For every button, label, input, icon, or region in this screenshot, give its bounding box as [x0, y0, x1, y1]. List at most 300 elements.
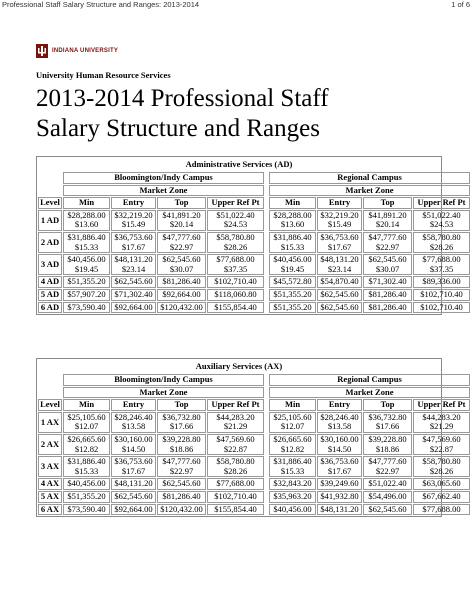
print-header-title: Professional Staff Salary Structure and Ranges: 2013-2014: [2, 0, 200, 9]
annual-salary: $36,732.80: [368, 411, 407, 422]
table-row: [38, 232, 470, 253]
salary-cell: [363, 434, 412, 455]
annual-salary: $26,665.60: [273, 433, 312, 444]
salary-cell: [317, 504, 362, 516]
annual-salary: $81,286.40: [368, 288, 407, 299]
salary-cell: [207, 434, 264, 455]
column-header: Min: [63, 197, 110, 209]
campus-header-bloomington: Bloomington/Indy Campus: [63, 374, 264, 386]
annual-salary: $81,286.40: [162, 276, 201, 287]
annual-salary: $35,963.20: [273, 490, 312, 501]
annual-salary: $73,590.40: [67, 301, 106, 312]
hourly-rate: $15.49: [327, 219, 352, 230]
salary-cell: [157, 504, 206, 516]
salary-cell: [269, 210, 316, 231]
annual-salary: $58,780.80: [422, 456, 461, 467]
column-header: Level: [38, 197, 62, 209]
hourly-rate: $22.97: [375, 241, 400, 252]
annual-salary: $40,456.00: [273, 254, 312, 265]
market-zone-header: Market Zone: [63, 185, 264, 197]
salary-cell: [157, 456, 206, 477]
salary-cell: [317, 491, 362, 503]
salary-cell: [363, 491, 412, 503]
annual-salary: $28,288.00: [273, 209, 312, 220]
level-cell: 2 AX: [38, 434, 62, 455]
annual-salary: $155,854.40: [214, 503, 257, 514]
hourly-rate: $17.67: [121, 465, 146, 476]
annual-salary: $40,456.00: [67, 478, 106, 489]
annual-salary: $51,355.20: [273, 288, 312, 299]
annual-salary: $62,545.60: [320, 288, 359, 299]
annual-salary: $41,891.20: [162, 209, 201, 220]
salary-cell: [269, 456, 316, 477]
annual-salary: $51,022.40: [368, 478, 407, 489]
annual-salary: $51,022.40: [422, 209, 461, 220]
salary-cell: [157, 478, 206, 490]
hourly-rate: $18.86: [375, 443, 400, 454]
salary-cell: [63, 504, 110, 516]
hourly-rate: $28.26: [223, 465, 248, 476]
salary-cell: [63, 412, 110, 433]
hourly-rate: $14.50: [121, 443, 146, 454]
annual-salary: $63,065.60: [422, 478, 461, 489]
salary-cell: [207, 412, 264, 433]
salary-cell: [111, 434, 156, 455]
salary-cell: [363, 254, 412, 275]
annual-salary: $31,886.40: [273, 231, 312, 242]
salary-cell: [207, 289, 264, 301]
market-zone-header: Market Zone: [63, 387, 264, 399]
campus-header-regional: Regional Campus: [269, 374, 470, 386]
salary-cell: [157, 289, 206, 301]
salary-cell: [157, 254, 206, 275]
salary-cell: [413, 434, 470, 455]
annual-salary: $41,932.80: [320, 490, 359, 501]
hourly-rate: $13.60: [74, 219, 99, 230]
market-zone-header: Market Zone: [269, 387, 470, 399]
salary-cell: [111, 456, 156, 477]
salary-cell: [413, 210, 470, 231]
hourly-rate: $13.58: [327, 421, 352, 432]
salary-cell: [269, 232, 316, 253]
iu-trident-icon: [36, 44, 48, 58]
salary-cell: [207, 254, 264, 275]
annual-salary: $48,131.20: [320, 254, 359, 265]
hourly-rate: $22.87: [223, 443, 248, 454]
hourly-rate: $17.67: [121, 241, 146, 252]
salary-cell: [317, 456, 362, 477]
salary-cell: [413, 491, 470, 503]
salary-cell: [269, 434, 316, 455]
hourly-rate: $22.87: [429, 443, 454, 454]
salary-cell: [111, 478, 156, 490]
annual-salary: $32,843.20: [273, 478, 312, 489]
campus-header-regional: Regional Campus: [269, 172, 470, 184]
annual-salary: $118,060.80: [214, 288, 257, 299]
salary-cell: [207, 491, 264, 503]
annual-salary: $62,545.60: [114, 490, 153, 501]
salary-cell: [269, 302, 316, 314]
column-header: Upper Ref Pt: [207, 399, 264, 411]
salary-cell: [413, 302, 470, 314]
browser-print-header: [0, 0, 474, 10]
table-row: [38, 478, 470, 490]
annual-salary: $47,569.60: [216, 433, 255, 444]
annual-salary: $39,228.80: [368, 433, 407, 444]
salary-cell: [157, 276, 206, 288]
hourly-rate: $30.07: [375, 263, 400, 274]
column-header: Level: [38, 399, 62, 411]
annual-salary: $36,732.80: [162, 411, 201, 422]
salary-cell: [157, 210, 206, 231]
hourly-rate: $14.50: [327, 443, 352, 454]
salary-cell: [317, 434, 362, 455]
table-row: [38, 412, 470, 433]
annual-salary: $77,688.00: [422, 254, 461, 265]
salary-cell: [363, 504, 412, 516]
logo-text: INDIANA UNIVERSITY: [52, 48, 119, 54]
annual-salary: $102,710.40: [214, 490, 257, 501]
hourly-rate: $17.66: [375, 421, 400, 432]
salary-cell: [63, 302, 110, 314]
salary-cell: [317, 276, 362, 288]
salary-cell: [63, 478, 110, 490]
table-row: [38, 491, 470, 503]
table-caption: Auxiliary Services (AX): [195, 361, 283, 371]
column-header: Min: [269, 399, 316, 411]
salary-cell: [413, 232, 470, 253]
annual-salary: $36,753.60: [320, 456, 359, 467]
column-header: Top: [157, 197, 206, 209]
auxiliary-services-table: [36, 358, 466, 517]
salary-cell: [269, 412, 316, 433]
salary-cell: [317, 254, 362, 275]
annual-salary: $54,496.00: [368, 490, 407, 501]
salary-cell: [63, 491, 110, 503]
salary-cell: [207, 504, 264, 516]
page-title: [36, 84, 329, 144]
annual-salary: $32,219.20: [114, 209, 153, 220]
annual-salary: $47,569.60: [422, 433, 461, 444]
hourly-rate: $15.33: [74, 465, 99, 476]
annual-salary: $89,336.00: [422, 276, 461, 287]
annual-salary: $25,105.60: [67, 411, 106, 422]
salary-cell: [363, 210, 412, 231]
annual-salary: $39,249.60: [320, 478, 359, 489]
annual-salary: $28,288.00: [67, 209, 106, 220]
annual-salary: $47,777.60: [368, 456, 407, 467]
salary-cell: [413, 504, 470, 516]
hourly-rate: $12.07: [74, 421, 99, 432]
salary-cell: [207, 232, 264, 253]
annual-salary: $31,886.40: [67, 231, 106, 242]
salary-cell: [413, 412, 470, 433]
annual-salary: $25,105.60: [273, 411, 312, 422]
salary-cell: [413, 276, 470, 288]
hourly-rate: $28.26: [429, 241, 454, 252]
salary-cell: [413, 456, 470, 477]
hourly-rate: $28.26: [429, 465, 454, 476]
annual-salary: $45,572.80: [273, 276, 312, 287]
annual-salary: $48,131.20: [114, 478, 153, 489]
annual-salary: $120,432.00: [160, 301, 203, 312]
column-header: Upper Ref Pt: [413, 399, 470, 411]
salary-cell: [63, 456, 110, 477]
annual-salary: $81,286.40: [162, 490, 201, 501]
hourly-rate: $28.26: [223, 241, 248, 252]
salary-table: [37, 373, 471, 516]
annual-salary: $31,886.40: [273, 456, 312, 467]
annual-salary: $62,545.60: [320, 301, 359, 312]
table-row: [38, 434, 470, 455]
salary-cell: [363, 478, 412, 490]
annual-salary: $77,688.00: [216, 254, 255, 265]
campus-header-bloomington: Bloomington/Indy Campus: [63, 172, 264, 184]
annual-salary: $36,753.60: [114, 456, 153, 467]
table-row: [38, 254, 470, 275]
level-cell: 3 AX: [38, 456, 62, 477]
salary-cell: [207, 302, 264, 314]
column-header: Top: [363, 399, 412, 411]
annual-salary: $47,777.60: [368, 231, 407, 242]
annual-salary: $92,664.00: [114, 503, 153, 514]
annual-salary: $51,355.20: [273, 301, 312, 312]
hourly-rate: $21.29: [429, 421, 454, 432]
annual-salary: $71,302.40: [114, 288, 153, 299]
annual-salary: $44,283.20: [422, 411, 461, 422]
admin-services-table: [36, 156, 466, 315]
column-header: Top: [363, 197, 412, 209]
title-line-1: 2013-2014 Professional Staff: [36, 85, 329, 112]
annual-salary: $67,662.40: [422, 490, 461, 501]
salary-cell: [269, 276, 316, 288]
annual-salary: $47,777.60: [162, 456, 201, 467]
salary-cell: [111, 289, 156, 301]
salary-cell: [413, 478, 470, 490]
salary-cell: [363, 456, 412, 477]
annual-salary: $155,854.40: [214, 301, 257, 312]
hourly-rate: $37.35: [223, 263, 248, 274]
hourly-rate: $15.33: [280, 241, 305, 252]
hourly-rate: $17.67: [327, 465, 352, 476]
table-caption: Administrative Services (AD): [185, 159, 293, 169]
salary-cell: [207, 456, 264, 477]
table-row: [38, 504, 470, 516]
annual-salary: $58,780.80: [216, 231, 255, 242]
salary-cell: [363, 412, 412, 433]
hourly-rate: $12.07: [280, 421, 305, 432]
annual-salary: $30,160.00: [114, 433, 153, 444]
column-header: Upper Ref Pt: [413, 197, 470, 209]
level-cell: 3 AD: [38, 254, 62, 275]
hourly-rate: $15.33: [280, 465, 305, 476]
salary-cell: [363, 302, 412, 314]
annual-salary: $81,286.40: [368, 301, 407, 312]
hourly-rate: $13.58: [121, 421, 146, 432]
annual-salary: $51,355.20: [67, 490, 106, 501]
hourly-rate: $17.66: [169, 421, 194, 432]
salary-cell: [269, 254, 316, 275]
hourly-rate: $37.35: [429, 263, 454, 274]
salary-cell: [413, 254, 470, 275]
salary-cell: [63, 276, 110, 288]
salary-cell: [207, 478, 264, 490]
salary-cell: [157, 434, 206, 455]
salary-cell: [269, 478, 316, 490]
table-row: [38, 210, 470, 231]
annual-salary: $26,665.60: [67, 433, 106, 444]
salary-cell: [63, 232, 110, 253]
salary-cell: [157, 232, 206, 253]
table-row: [38, 289, 470, 301]
annual-salary: $41,891.20: [368, 209, 407, 220]
salary-cell: [269, 504, 316, 516]
salary-cell: [111, 504, 156, 516]
annual-salary: $62,545.60: [162, 478, 201, 489]
hourly-rate: $22.97: [169, 465, 194, 476]
salary-cell: [111, 210, 156, 231]
salary-cell: [363, 289, 412, 301]
column-header: Top: [157, 399, 206, 411]
annual-salary: $51,355.20: [67, 276, 106, 287]
level-cell: 6 AD: [38, 302, 62, 314]
hourly-rate: $18.86: [169, 443, 194, 454]
market-zone-header: Market Zone: [269, 185, 470, 197]
level-cell: 4 AD: [38, 276, 62, 288]
level-cell: 2 AD: [38, 232, 62, 253]
annual-salary: $58,780.80: [216, 456, 255, 467]
annual-salary: $36,753.60: [114, 231, 153, 242]
annual-salary: $40,456.00: [67, 254, 106, 265]
hourly-rate: $12.82: [280, 443, 305, 454]
annual-salary: $57,907.20: [67, 288, 106, 299]
level-cell: 4 AX: [38, 478, 62, 490]
hourly-rate: $19.45: [280, 263, 305, 274]
level-cell: 5 AD: [38, 289, 62, 301]
salary-cell: [63, 289, 110, 301]
column-header: Entry: [111, 399, 156, 411]
hourly-rate: $24.53: [223, 219, 248, 230]
salary-cell: [363, 276, 412, 288]
hourly-rate: $24.53: [429, 219, 454, 230]
hourly-rate: $12.82: [74, 443, 99, 454]
indiana-university-logo: [36, 44, 118, 58]
annual-salary: $102,710.40: [214, 276, 257, 287]
salary-cell: [269, 289, 316, 301]
hourly-rate: $22.97: [169, 241, 194, 252]
salary-cell: [317, 210, 362, 231]
column-header: Upper Ref Pt: [207, 197, 264, 209]
annual-salary: $120,432.00: [160, 503, 203, 514]
salary-cell: [317, 478, 362, 490]
annual-salary: $39,228.80: [162, 433, 201, 444]
annual-salary: $58,780.80: [422, 231, 461, 242]
annual-salary: $47,777.60: [162, 231, 201, 242]
annual-salary: $77,688.00: [422, 503, 461, 514]
annual-salary: $48,131.20: [320, 503, 359, 514]
hourly-rate: $20.14: [169, 219, 194, 230]
level-cell: 5 AX: [38, 491, 62, 503]
table-row: [38, 456, 470, 477]
salary-cell: [63, 434, 110, 455]
annual-salary: $32,219.20: [320, 209, 359, 220]
salary-cell: [317, 289, 362, 301]
annual-salary: $40,456.00: [273, 503, 312, 514]
annual-salary: $44,283.20: [216, 411, 255, 422]
hourly-rate: $20.14: [375, 219, 400, 230]
department-name: University Human Resource Services: [36, 70, 171, 80]
hourly-rate: $30.07: [169, 263, 194, 274]
hourly-rate: $13.60: [280, 219, 305, 230]
level-cell: 1 AX: [38, 412, 62, 433]
salary-cell: [157, 302, 206, 314]
hourly-rate: $23.14: [327, 263, 352, 274]
hourly-rate: $15.33: [74, 241, 99, 252]
hourly-rate: $22.97: [375, 465, 400, 476]
annual-salary: $30,160.00: [320, 433, 359, 444]
salary-cell: [207, 210, 264, 231]
annual-salary: $71,302.40: [368, 276, 407, 287]
column-header: Min: [269, 197, 316, 209]
level-cell: 1 AD: [38, 210, 62, 231]
annual-salary: $31,886.40: [67, 456, 106, 467]
level-cell: 6 AX: [38, 504, 62, 516]
hourly-rate: $23.14: [121, 263, 146, 274]
salary-cell: [317, 302, 362, 314]
annual-salary: $102,710.40: [420, 288, 463, 299]
hourly-rate: $19.45: [74, 263, 99, 274]
column-header: Min: [63, 399, 110, 411]
salary-cell: [111, 232, 156, 253]
annual-salary: $73,590.40: [67, 503, 106, 514]
print-header-page: 1 of 6: [451, 0, 470, 9]
salary-cell: [207, 276, 264, 288]
annual-salary: $51,022.40: [216, 209, 255, 220]
column-header: Entry: [317, 197, 362, 209]
column-header: Entry: [317, 399, 362, 411]
salary-cell: [111, 491, 156, 503]
annual-salary: $92,664.00: [162, 288, 201, 299]
annual-salary: $36,753.60: [320, 231, 359, 242]
annual-salary: $28,246.40: [320, 411, 359, 422]
annual-salary: $28,246.40: [114, 411, 153, 422]
salary-cell: [413, 289, 470, 301]
table-row: [38, 302, 470, 314]
annual-salary: $102,710.40: [420, 301, 463, 312]
salary-table: [37, 171, 471, 314]
salary-cell: [269, 491, 316, 503]
hourly-rate: $15.49: [121, 219, 146, 230]
salary-cell: [317, 412, 362, 433]
salary-cell: [63, 210, 110, 231]
salary-cell: [157, 412, 206, 433]
table-row: [38, 276, 470, 288]
annual-salary: $48,131.20: [114, 254, 153, 265]
title-line-2: Salary Structure and Ranges: [36, 115, 320, 142]
salary-cell: [157, 491, 206, 503]
annual-salary: $54,870.40: [320, 276, 359, 287]
annual-salary: $62,545.60: [114, 276, 153, 287]
hourly-rate: $21.29: [223, 421, 248, 432]
annual-salary: $92,664.00: [114, 301, 153, 312]
salary-cell: [317, 232, 362, 253]
annual-salary: $77,688.00: [216, 478, 255, 489]
annual-salary: $62,545.60: [368, 503, 407, 514]
salary-cell: [363, 232, 412, 253]
salary-cell: [63, 254, 110, 275]
salary-cell: [111, 254, 156, 275]
hourly-rate: $17.67: [327, 241, 352, 252]
